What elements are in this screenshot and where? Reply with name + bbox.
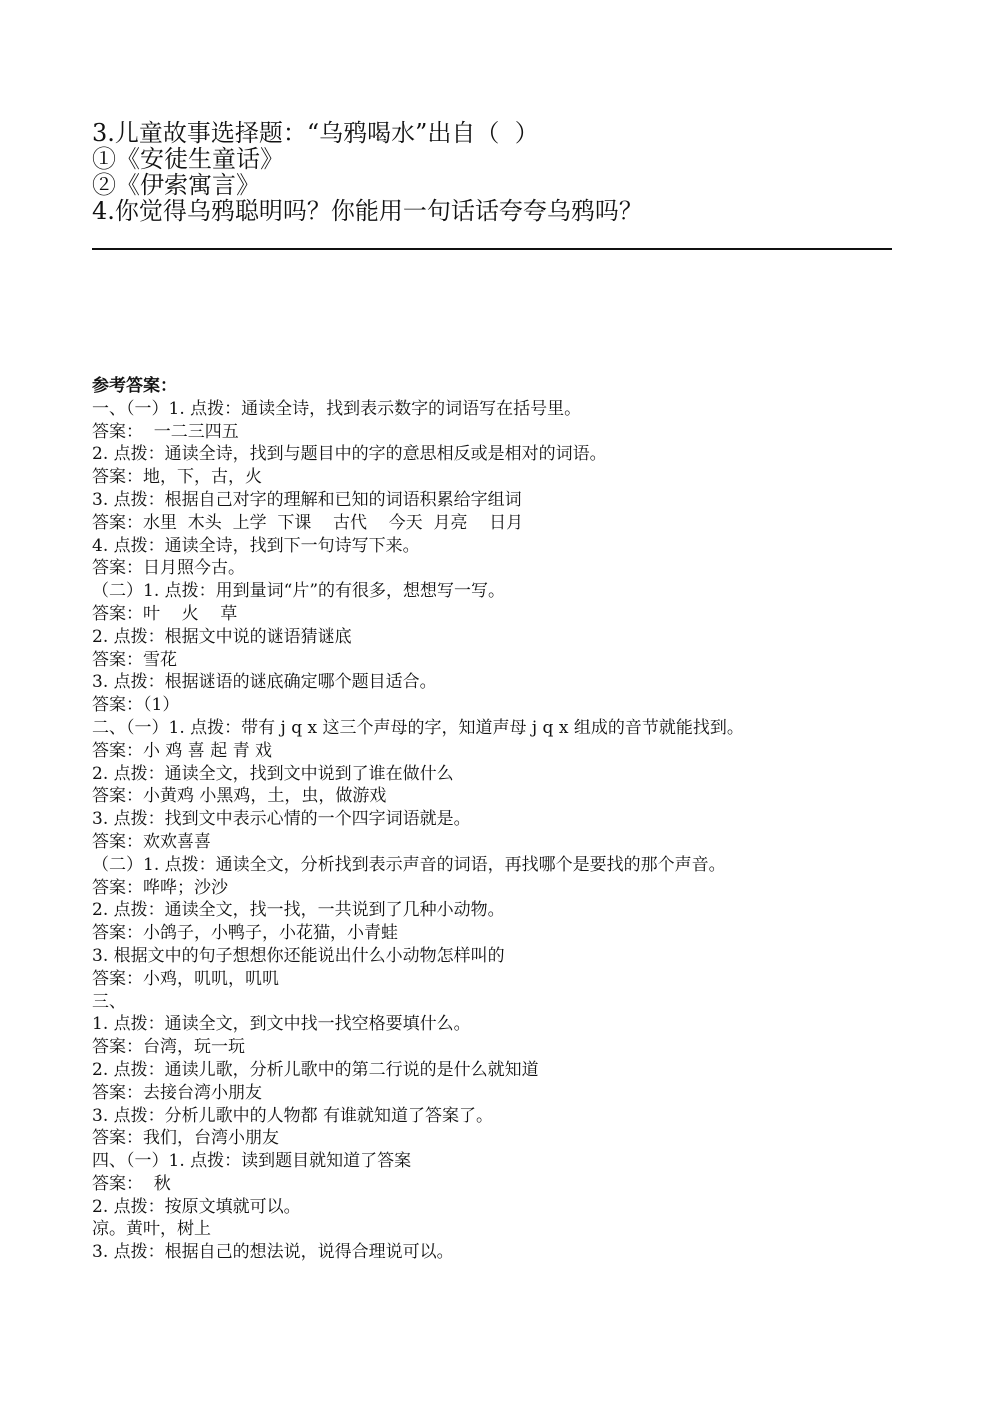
answer-line: 凉。黄叶，树上 [92, 1219, 211, 1240]
answer-line: 答案：叶 火 草 [92, 603, 238, 624]
answer-line: 答案：哗哗；沙沙 [92, 877, 228, 898]
answer-line: 2. 点拨：通读全文，找一找，一共说到了几种小动物。 [92, 900, 505, 921]
answer-line: 3. 点拨：找到文中表示心情的一个四字词语就是。 [92, 809, 471, 830]
answer-line: 2. 点拨：通读儿歌，分析儿歌中的第二行说的是什么就知道 [92, 1059, 539, 1080]
answer-line: 答案：台湾，玩一玩 [92, 1037, 245, 1058]
answer-line: 答案：地，下，古，火 [92, 467, 262, 488]
question-3-option-1: ①《安徒生童话》 [92, 145, 284, 173]
answer-line: 答案：雪花 [92, 649, 177, 670]
question-section [92, 120, 902, 250]
answer-line: 3. 点拨：根据谜语的谜底确定哪个题目适合。 [92, 672, 437, 693]
answer-line: 四、（一）1. 点拨：读到题目就知道了答案 [92, 1151, 412, 1172]
answer-line: （二）1. 点拨：用到量词“片”的有很多，想想写一写。 [92, 581, 506, 602]
answer-line: 答案：小鸡，叽叽，叽叽 [92, 968, 279, 989]
answer-line: 答案：（1） [92, 695, 180, 716]
reference-answers-section [92, 375, 932, 1264]
answer-line: 4. 点拨：通读全诗，找到下一句诗写下来。 [92, 535, 420, 556]
answer-line: 3. 点拨：根据自己的想法说，说得合理说可以。 [92, 1242, 454, 1263]
answer-line: 答案：小 鸡 喜 起 青 戏 [92, 740, 273, 761]
answer-line: 3. 根据文中的句子想想你还能说出什么小动物怎样叫的 [92, 945, 505, 966]
question-3-option-2: ②《伊索寓言》 [92, 171, 260, 199]
answer-line: 二、（一）1. 点拨：带有 j q x 这三个声母的字，知道声母 j q x 组成的音节就能找到。 [92, 717, 744, 738]
question-4-stem: 4.你觉得乌鸦聪明吗？你能用一句话话夸夸乌鸦吗？ [92, 197, 643, 225]
answer-line: 答案：我们，台湾小朋友 [92, 1128, 279, 1149]
answer-line: 答案：小黄鸡 小黑鸡，土，虫，做游戏 [92, 786, 387, 807]
answer-line: 3. 点拨：根据自己对字的理解和已知的词语积累给字组词 [92, 489, 522, 510]
answer-line: 2. 点拨：通读全诗，找到与题目中的字的意思相反或是相对的词语。 [92, 444, 607, 465]
answer-line: 2. 点拨：根据文中说的谜语猜谜底 [92, 626, 352, 647]
answer-line: 答案： 秋 [92, 1173, 171, 1194]
answer-line: 2. 点拨：通读全文，找到文中说到了谁在做什么 [92, 763, 454, 784]
answer-line: 1. 点拨：通读全文，到文中找一找空格要填什么。 [92, 1014, 471, 1035]
answer-line: 3. 点拨：分析儿歌中的人物都 有谁就知道了答案了。 [92, 1105, 494, 1126]
answer-line: 答案： 一二三四五 [92, 421, 239, 442]
answer-line: 2. 点拨：按原文填就可以。 [92, 1196, 301, 1217]
answer-line: 答案：日月照今古。 [92, 558, 245, 579]
answer-line: 三、 [92, 991, 126, 1012]
answer-line: 一、（一）1. 点拨：通读全诗，找到表示数字的词语写在括号里。 [92, 398, 582, 419]
reference-answers-heading: 参考答案： [92, 376, 177, 396]
answer-line: 答案：水里 木头 上学 下课 古代 今天 月亮 日月 [92, 512, 524, 533]
answer-line: 答案：小鸽子，小鸭子，小花猫，小青蛙 [92, 923, 398, 944]
answer-line: 答案：去接台湾小朋友 [92, 1082, 262, 1103]
question-3-stem: 3.儿童故事选择题：“乌鸦喝水”出自（ ） [92, 119, 539, 147]
answer-line: 答案：欢欢喜喜 [92, 831, 211, 852]
answer-line: （二）1. 点拨：通读全文，分析找到表示声音的词语，再找哪个是要找的那个声音。 [92, 854, 726, 875]
answer-blank-line [92, 248, 892, 250]
